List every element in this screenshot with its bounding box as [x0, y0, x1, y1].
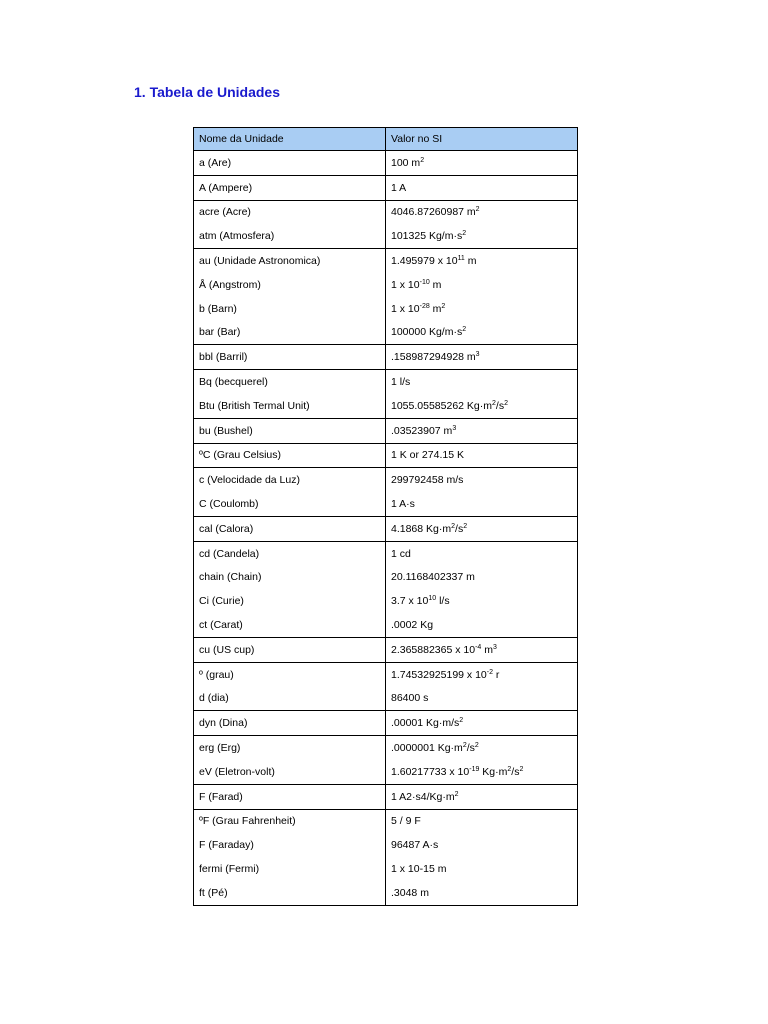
- si-value-text: m: [429, 278, 442, 291]
- table-row: [194, 662, 578, 686]
- table-row: [194, 224, 578, 248]
- unit-name-cell: b (Barn): [194, 297, 386, 321]
- unit-name-cell: ft (Pé): [194, 881, 386, 905]
- si-value-exponent: 11: [457, 255, 465, 263]
- table-row: [194, 881, 578, 905]
- si-value-exponent: 2: [420, 156, 425, 164]
- si-value-text: /s: [511, 765, 520, 778]
- si-value-text: r: [493, 668, 500, 681]
- si-value-text: .03523907 m: [391, 424, 453, 437]
- si-value-text: 2.365882365 x 10: [391, 643, 476, 656]
- si-value-text: /s: [455, 522, 464, 535]
- si-value-exponent: 2: [459, 717, 464, 725]
- si-value-exponent: -10: [419, 278, 430, 286]
- table-row: [194, 736, 578, 760]
- unit-name-cell: chain (Chain): [194, 566, 386, 590]
- si-value-cell: [386, 711, 578, 736]
- si-value-text: 1 K or 274.15 K: [391, 449, 464, 462]
- si-value-exponent: 3: [492, 643, 497, 651]
- table-row: [194, 637, 578, 662]
- table-row: [194, 516, 578, 541]
- si-value-text: 1 A: [391, 181, 407, 194]
- unit-name-cell: F (Faraday): [194, 833, 386, 857]
- table-body: [194, 151, 578, 906]
- table-row: [194, 370, 578, 394]
- si-value-exponent: -28: [419, 302, 430, 310]
- si-value-cell: [386, 370, 578, 394]
- unit-name-cell: C (Coulomb): [194, 492, 386, 516]
- si-value-text: .0002 Kg: [391, 619, 434, 632]
- si-value-exponent: 2: [462, 326, 467, 334]
- si-value-cell: [386, 492, 578, 516]
- unit-name-cell: ct (Carat): [194, 613, 386, 637]
- units-table: [193, 127, 578, 906]
- unit-name-cell: d (dia): [194, 687, 386, 711]
- si-value-cell: [386, 468, 578, 492]
- unit-name-cell: atm (Atmosfera): [194, 224, 386, 248]
- si-value-text: .158987294928 m: [391, 351, 476, 364]
- table-row: [194, 687, 578, 711]
- si-value-exponent: 2: [463, 522, 468, 530]
- si-value-cell: [386, 224, 578, 248]
- si-value-exponent: 2: [451, 522, 456, 530]
- si-value-exponent: -2: [486, 668, 493, 676]
- si-value-exponent: 3: [452, 424, 457, 432]
- si-value-cell: [386, 273, 578, 297]
- si-value-cell: [386, 881, 578, 905]
- si-value-exponent: 10: [428, 595, 437, 603]
- si-value-cell: [386, 662, 578, 686]
- unit-name-cell: Å (Angstrom): [194, 273, 386, 297]
- si-value-text: 20.1168402337 m: [391, 571, 475, 584]
- si-value-text: 4046.87260987 m: [391, 206, 476, 219]
- unit-name-cell: cal (Calora): [194, 516, 386, 541]
- unit-name-cell: A (Ampere): [194, 175, 386, 200]
- table-row: [194, 175, 578, 200]
- unit-name-cell: c (Velocidade da Luz): [194, 468, 386, 492]
- si-value-text: .0000001 Kg·m: [391, 742, 463, 755]
- si-value-cell: [386, 736, 578, 760]
- si-value-exponent: -4: [475, 643, 482, 651]
- table-row: [194, 589, 578, 613]
- si-value-text: 5 / 9 F: [391, 815, 421, 828]
- si-value-text: 1 l/s: [391, 376, 411, 389]
- table-row: [194, 711, 578, 736]
- si-value-text: 3.7 x 10: [391, 595, 429, 608]
- unit-name-cell: acre (Acre): [194, 200, 386, 224]
- page-title: 1. Tabela de Unidades: [134, 84, 281, 100]
- si-value-cell: [386, 418, 578, 443]
- table-row: [194, 760, 578, 784]
- si-value-cell: [386, 345, 578, 370]
- si-value-text: 96487 A·s: [391, 839, 439, 852]
- si-value-text: 1 x 10: [391, 278, 420, 291]
- si-value-text: 1.74532925199 x 10: [391, 668, 487, 681]
- si-value-text: /s: [466, 742, 475, 755]
- si-value-cell: [386, 589, 578, 613]
- table-row: [194, 273, 578, 297]
- table-row: [194, 249, 578, 273]
- si-value-text: Kg·m: [479, 765, 508, 778]
- table-row: [194, 297, 578, 321]
- si-value-cell: [386, 687, 578, 711]
- unit-name-cell: Bq (becquerel): [194, 370, 386, 394]
- si-value-exponent: 2: [462, 230, 467, 238]
- unit-name-cell: au (Unidade Astronomica): [194, 249, 386, 273]
- si-value-text: .00001 Kg·m/s: [391, 717, 460, 730]
- table-header-row: [194, 128, 578, 151]
- si-value-text: 101325 Kg/m·s: [391, 230, 463, 243]
- table-row: [194, 541, 578, 565]
- table-row: [194, 784, 578, 809]
- si-value-exponent: 3: [475, 351, 480, 359]
- si-value-text: 86400 s: [391, 692, 429, 705]
- table-row: [194, 200, 578, 224]
- unit-name-cell: bar (Bar): [194, 321, 386, 345]
- si-value-text: /s: [495, 399, 505, 412]
- si-value-cell: [386, 613, 578, 637]
- unit-name-cell: cu (US cup): [194, 637, 386, 662]
- si-value-text: l/s: [436, 595, 450, 608]
- si-value-exponent: 2: [492, 399, 496, 407]
- table-row: [194, 468, 578, 492]
- unit-name-cell: F (Farad): [194, 784, 386, 809]
- si-value-text: m: [464, 255, 477, 268]
- si-value-exponent: 2: [474, 742, 479, 750]
- unit-name-cell: a (Are): [194, 151, 386, 176]
- table-row: [194, 492, 578, 516]
- unit-name-cell: eV (Eletron-volt): [194, 760, 386, 784]
- si-value-exponent: 2: [519, 765, 524, 773]
- si-value-cell: [386, 151, 578, 176]
- si-value-text: 1.495979 x 10: [391, 255, 458, 268]
- si-value-exponent: 2: [454, 790, 459, 798]
- si-value-exponent: 2: [507, 765, 512, 773]
- si-value-cell: [386, 541, 578, 565]
- unit-name-cell: º (grau): [194, 662, 386, 686]
- si-value-cell: [386, 200, 578, 224]
- si-value-text: 1 A2·s4/Kg·m: [391, 790, 455, 803]
- unit-name-cell: dyn (Dina): [194, 711, 386, 736]
- table-row: [194, 321, 578, 345]
- si-value-text: 1 x 10-15 m: [391, 863, 447, 875]
- unit-name-cell: Ci (Curie): [194, 589, 386, 613]
- si-value-exponent: 2: [462, 742, 467, 750]
- si-value-exponent: 2: [475, 206, 480, 214]
- si-value-cell: [386, 637, 578, 662]
- table-row: [194, 394, 578, 418]
- si-value-exponent: 2: [441, 302, 446, 310]
- si-value-text: m: [429, 302, 442, 315]
- si-value-cell: [386, 809, 578, 833]
- unit-name-cell: ºF (Grau Fahrenheit): [194, 809, 386, 833]
- unit-name-cell: bu (Bushel): [194, 418, 386, 443]
- si-value-text: 100000 Kg/m·s: [391, 326, 463, 339]
- si-value-text: .3048 m: [391, 886, 429, 899]
- si-value-text: m: [481, 643, 493, 656]
- si-value-cell: [386, 516, 578, 541]
- table-row: [194, 151, 578, 176]
- si-value-cell: [386, 443, 578, 468]
- table-row: [194, 809, 578, 833]
- si-value-text: 1 A·s: [391, 498, 415, 511]
- si-value-cell: [386, 833, 578, 857]
- si-value-text: 1 x 10: [391, 302, 420, 315]
- unit-name-cell: erg (Erg): [194, 736, 386, 760]
- si-value-text: 100 m: [391, 156, 421, 169]
- si-value-text: 1055.05585262 Kg·m: [391, 399, 492, 412]
- si-value-cell: [386, 175, 578, 200]
- si-value-cell: [386, 394, 578, 418]
- unit-name-cell: Btu (British Termal Unit): [194, 394, 386, 418]
- table-row: [194, 418, 578, 443]
- column-header-si-value: Valor no SI: [386, 128, 578, 151]
- si-value-cell: [386, 321, 578, 345]
- si-value-cell: [386, 566, 578, 590]
- unit-name-cell: cd (Candela): [194, 541, 386, 565]
- si-value-text: 1.60217733 x 10: [391, 765, 470, 778]
- table-row: [194, 613, 578, 637]
- table-row: [194, 566, 578, 590]
- table-row: [194, 345, 578, 370]
- unit-name-cell: bbl (Barril): [194, 345, 386, 370]
- si-value-cell: [386, 297, 578, 321]
- si-value-exponent: -19: [469, 765, 480, 773]
- table-row: [194, 833, 578, 857]
- si-value-cell: [386, 760, 578, 784]
- si-value-exponent: 2: [504, 399, 508, 407]
- column-header-unit-name: Nome da Unidade: [194, 128, 386, 151]
- si-value-text: 4.1868 Kg·m: [391, 522, 452, 535]
- si-value-text: 1 cd: [391, 547, 411, 560]
- si-value-cell: [386, 857, 578, 881]
- si-value-cell: [386, 249, 578, 273]
- si-value-cell: [386, 784, 578, 809]
- table-row: [194, 857, 578, 881]
- unit-name-cell: ºC (Grau Celsius): [194, 443, 386, 468]
- table-row: [194, 443, 578, 468]
- unit-name-cell: fermi (Fermi): [194, 857, 386, 881]
- si-value-text: 299792458 m/s: [391, 474, 464, 487]
